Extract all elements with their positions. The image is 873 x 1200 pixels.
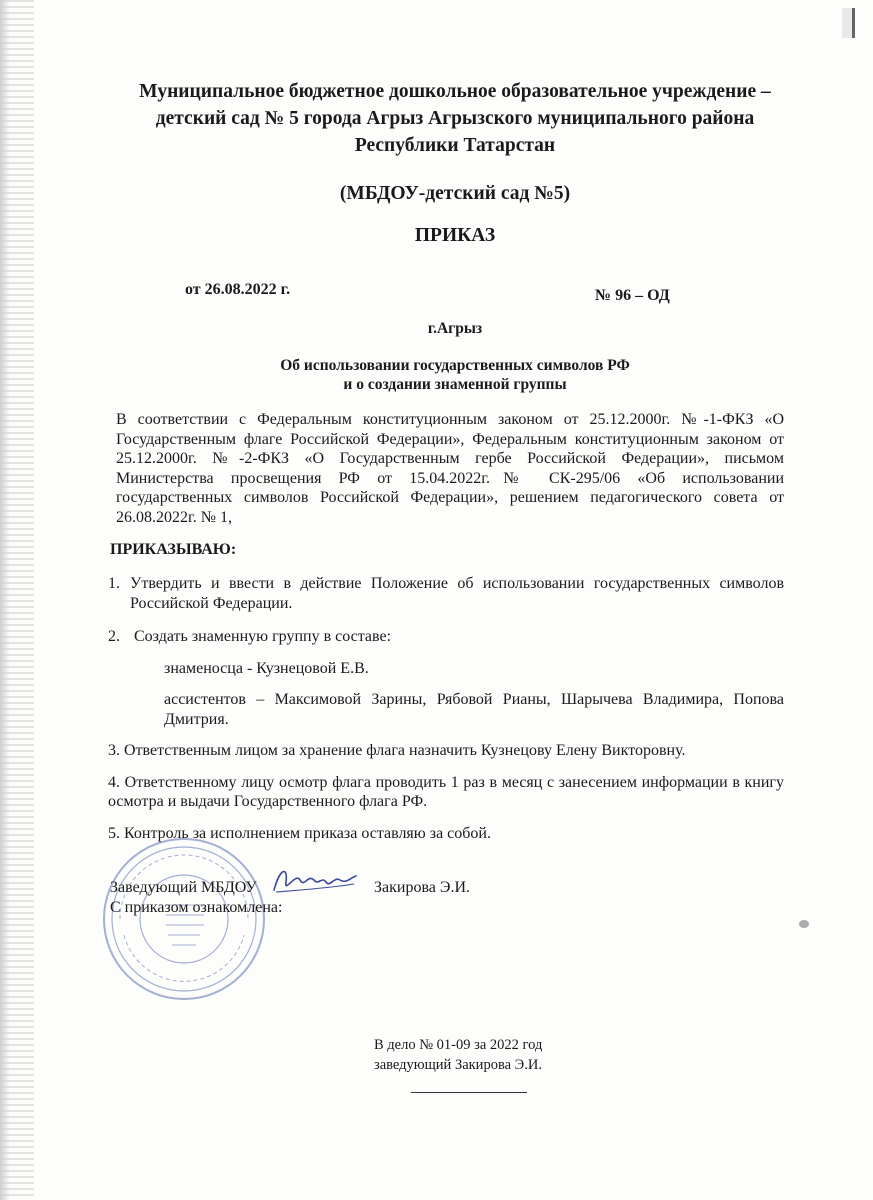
item-text: Создать знаменную группу в составе: [134, 628, 392, 645]
flag-bearer: знаменосца - Кузнецовой Е.В. [164, 659, 369, 677]
order-city: г.Агрыз [427, 320, 483, 337]
item-text: Утвердить и ввести в действие Положение об использовании государственных символов Российской Федерации. [130, 575, 784, 612]
order-item-2 [108, 627, 784, 647]
scan-shadow [0, 0, 10, 1200]
ink-smudge [799, 920, 809, 928]
acknowledgement-label: С приказом ознакомлена: [110, 899, 283, 916]
order-item-4: 4. Ответственному лицу осмотр флага проводить 1 раз в месяц с занесением информации в книгу осмотра и выдачи Государственного флага РФ. [108, 773, 784, 810]
signer-role: Заведующий МБДОУ [110, 879, 257, 896]
assistants: ассистентов – Максимовой Зарины, Рябовой Рианы, Шарычева Владимира, Попова Дмитрия. [164, 691, 784, 728]
official-stamp [100, 835, 268, 1003]
org-line-3: Республики Татарстан [354, 135, 556, 156]
order-item-1 [108, 574, 784, 613]
order-subject [110, 356, 800, 394]
archive-line-1: В дело № 01-09 за 2022 год [374, 1037, 543, 1053]
archive-note [374, 1035, 542, 1075]
organization-short-name: (МБДОУ-детский сад №5) [339, 183, 571, 204]
org-line-1: Муниципальное бюджетное дошкольное образовательное учреждение – [139, 81, 771, 102]
order-item-3: 3. Ответственным лицом за хранение флага назначить Кузнецову Елену Викторовну. [108, 742, 686, 759]
item-number: 2. [108, 628, 120, 645]
order-number: № 96 – ОД [595, 287, 670, 304]
scan-corner-mark [842, 8, 855, 38]
order-date: от 26.08.2022 г. [185, 281, 291, 298]
handwritten-signature [270, 862, 360, 902]
preamble-paragraph: В соответствии с Федеральным конституционным законом от 25.12.2000г. №-1-ФКЗ «О Государственным флаге Российской Федерации», Федеральным конституционным законом от 25.12.2000г. №-2-ФКЗ «О Государственным гербе Российской Федерации», письмом Министерства просвещения РФ от 15.04.2022г.№ СК-295/06 «Об использовании государственных символов Российской Федерации», решением педагогического совета от 26.08.2022г. № 1, [116, 411, 784, 526]
orders-heading: ПРИКАЗЫВАЮ: [110, 541, 237, 558]
order-items-list [108, 574, 784, 843]
archive-line-2: заведующий Закирова Э.И. [374, 1057, 542, 1073]
document-type-title: ПРИКАЗ [414, 225, 496, 246]
subject-line-2: и о создании знаменной группы [343, 376, 567, 393]
org-line-2: детский сад № 5 города Агрыз Агрызского муниципального района [155, 108, 755, 129]
subject-line-1: Об использовании государственных символов РФ [280, 357, 630, 374]
organization-header [110, 78, 800, 159]
signer-name: Закирова Э.И. [374, 879, 471, 896]
order-item-5: 5. Контроль за исполнением приказа оставляю за собой. [108, 824, 491, 842]
signature-line [411, 1092, 527, 1093]
item-number: 1. [108, 575, 120, 592]
